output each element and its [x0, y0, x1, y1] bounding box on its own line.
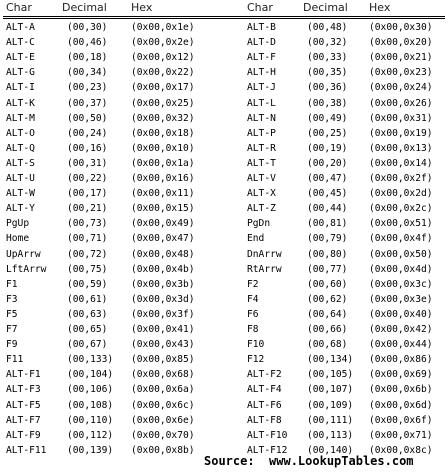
cell-char-left: ALT-I — [6, 82, 35, 94]
cell-hex-right: (0x00,0x2c) — [369, 203, 433, 215]
cell-char-left: UpArrw — [6, 248, 41, 260]
cell-char-right: ALT-F10 — [247, 429, 288, 441]
cell-decimal-right: (00,109) — [307, 399, 354, 411]
cell-hex-left: (0x00,0x12) — [131, 52, 195, 64]
cell-hex-left: (0x00,0x48) — [131, 248, 195, 260]
cell-hex-right: (0x00,0x71) — [369, 429, 433, 441]
cell-hex-left: (0x00,0x85) — [131, 354, 195, 366]
cell-hex-left: (0x00,0x4b) — [131, 263, 195, 275]
cell-char-right: ALT-F — [247, 52, 276, 64]
cell-decimal-right: (00,48) — [307, 22, 348, 33]
cell-decimal-left: (00,72) — [67, 248, 108, 260]
cell-char-right: ALT-J — [247, 82, 276, 94]
cell-decimal-left: (00,112) — [67, 429, 114, 441]
cell-decimal-left: (00,31) — [67, 157, 108, 169]
cell-hex-right: (0x00,0x3c) — [369, 278, 433, 290]
cell-hex-right: (0x00,0x8c) — [369, 444, 433, 456]
cell-char-right: ALT-N — [247, 112, 276, 124]
cell-char-left: ALT-Y — [6, 203, 35, 215]
cell-hex-right: (0x00,0x19) — [369, 127, 433, 139]
cell-decimal-left: (00,63) — [67, 308, 108, 320]
cell-char-left: ALT-F5 — [6, 399, 41, 411]
cell-hex-left: (0x00,0x22) — [131, 67, 195, 79]
cell-hex-right: (0x00,0x20) — [369, 37, 433, 49]
cell-char-right: ALT-L — [247, 97, 276, 109]
cell-decimal-right: (00,79) — [307, 233, 348, 245]
cell-decimal-right: (00,64) — [307, 308, 348, 320]
cell-decimal-right: (00,113) — [307, 429, 354, 441]
cell-char-left: ALT-O — [6, 127, 35, 139]
cell-char-right: F8 — [247, 324, 259, 335]
header-decimal-right: Decimal — [303, 1, 348, 14]
cell-char-left: ALT-G — [6, 67, 35, 79]
source-credit: Source: www.LookupTables.com — [204, 454, 414, 468]
cell-decimal-right: (00,32) — [307, 37, 348, 49]
cell-decimal-left: (00,16) — [67, 142, 108, 154]
cell-hex-left: (0x00,0x3b) — [131, 278, 195, 290]
cell-hex-left: (0x00,0x49) — [131, 218, 195, 230]
cell-char-left: ALT-M — [6, 112, 35, 124]
cell-char-left: F3 — [6, 293, 18, 305]
cell-decimal-left: (00,50) — [67, 112, 108, 124]
cell-hex-right: (0x00,0x51) — [369, 218, 433, 230]
cell-hex-right: (0x00,0x69) — [369, 369, 433, 381]
cell-hex-left: (0x00,0x1a) — [131, 157, 195, 169]
cell-decimal-right: (00,47) — [307, 173, 348, 184]
cell-decimal-left: (00,24) — [67, 127, 108, 139]
cell-char-left: ALT-S — [6, 157, 35, 169]
cell-decimal-right: (00,68) — [307, 339, 348, 351]
cell-char-left: ALT-F1 — [6, 369, 41, 381]
cell-char-right: ALT-F12 — [247, 444, 288, 456]
cell-char-right: ALT-D — [247, 37, 276, 49]
cell-decimal-right: (00,134) — [307, 354, 354, 366]
cell-decimal-left: (00,104) — [67, 369, 114, 381]
cell-hex-left: (0x00,0x15) — [131, 203, 195, 215]
cell-decimal-right: (00,62) — [307, 293, 348, 305]
cell-hex-right: (0x00,0x31) — [369, 112, 433, 124]
cell-decimal-right: (00,111) — [307, 414, 354, 426]
cell-char-left: Home — [6, 233, 30, 245]
cell-decimal-right: (00,35) — [307, 67, 348, 79]
cell-decimal-left: (00,59) — [67, 278, 108, 290]
cell-hex-left: (0x00,0x17) — [131, 82, 195, 94]
cell-char-left: ALT-F3 — [6, 384, 41, 396]
cell-decimal-right: (00,105) — [307, 369, 354, 381]
cell-hex-right: (0x00,0x2d) — [369, 188, 433, 200]
cell-char-right: ALT-F2 — [247, 369, 282, 381]
cell-decimal-right: (00,19) — [307, 142, 348, 154]
cell-decimal-left: (00,133) — [67, 354, 114, 366]
cell-char-right: F2 — [247, 278, 259, 290]
cell-hex-left: (0x00,0x2e) — [131, 37, 195, 49]
cell-char-left: F5 — [6, 308, 18, 320]
cell-char-left: F7 — [6, 324, 18, 335]
cell-char-right: ALT-F8 — [247, 414, 282, 426]
cell-decimal-left: (00,17) — [67, 188, 108, 200]
header-char-right: Char — [247, 1, 273, 14]
cell-decimal-right: (00,38) — [307, 97, 348, 109]
cell-hex-right: (0x00,0x42) — [369, 324, 433, 335]
cell-char-left: ALT-C — [6, 37, 35, 49]
cell-hex-right: (0x00,0x86) — [369, 354, 433, 366]
cell-hex-left: (0x00,0x68) — [131, 369, 195, 381]
cell-decimal-right: (00,33) — [307, 52, 348, 64]
cell-decimal-right: (00,140) — [307, 444, 354, 456]
cell-char-right: ALT-V — [247, 173, 276, 184]
cell-hex-right: (0x00,0x26) — [369, 97, 433, 109]
cell-char-left: ALT-F7 — [6, 414, 41, 426]
cell-decimal-left: (00,110) — [67, 414, 114, 426]
cell-decimal-right: (00,77) — [307, 263, 348, 275]
cell-decimal-left: (00,21) — [67, 203, 108, 215]
header-decimal-left: Decimal — [62, 1, 107, 14]
cell-decimal-left: (00,34) — [67, 67, 108, 79]
cell-char-right: ALT-X — [247, 188, 276, 200]
cell-char-right: F6 — [247, 308, 259, 320]
cell-char-right: ALT-P — [247, 127, 276, 139]
cell-hex-right: (0x00,0x40) — [369, 308, 433, 320]
cell-hex-right: (0x00,0x2f) — [369, 173, 433, 184]
cell-hex-right: (0x00,0x24) — [369, 82, 433, 94]
cell-hex-left: (0x00,0x25) — [131, 97, 195, 109]
cell-char-left: LftArrw — [6, 263, 47, 275]
cell-char-left: PgUp — [6, 218, 30, 230]
cell-char-left: ALT-W — [6, 188, 35, 200]
cell-hex-left: (0x00,0x6a) — [131, 384, 195, 396]
cell-hex-left: (0x00,0x3d) — [131, 293, 195, 305]
cell-char-left: F1 — [6, 278, 18, 290]
cell-char-right: End — [247, 233, 265, 245]
cell-hex-left: (0x00,0x8b) — [131, 444, 195, 456]
cell-char-left: ALT-K — [6, 97, 35, 109]
cell-char-right: ALT-H — [247, 67, 276, 79]
table-header — [0, 1, 448, 15]
cell-char-left: ALT-F11 — [6, 444, 47, 456]
cell-hex-right: (0x00,0x3e) — [369, 293, 433, 305]
cell-decimal-right: (00,44) — [307, 203, 348, 215]
cell-hex-right: (0x00,0x50) — [369, 248, 433, 260]
cell-char-left: ALT-F9 — [6, 429, 41, 441]
cell-char-left: ALT-U — [6, 173, 35, 184]
cell-hex-left: (0x00,0x47) — [131, 233, 195, 245]
cell-hex-right: (0x00,0x44) — [369, 339, 433, 351]
cell-hex-left: (0x00,0x16) — [131, 173, 195, 184]
cell-decimal-left: (00,67) — [67, 339, 108, 351]
cell-decimal-left: (00,61) — [67, 293, 108, 305]
header-hex-left: Hex — [131, 1, 153, 14]
cell-decimal-left: (00,71) — [67, 233, 108, 245]
cell-decimal-right: (00,107) — [307, 384, 354, 396]
header-rule-top — [3, 16, 445, 17]
cell-decimal-left: (00,22) — [67, 173, 108, 184]
cell-hex-right: (0x00,0x14) — [369, 157, 433, 169]
cell-decimal-left: (00,23) — [67, 82, 108, 94]
cell-decimal-right: (00,45) — [307, 188, 348, 200]
cell-decimal-left: (00,106) — [67, 384, 114, 396]
cell-decimal-right: (00,60) — [307, 278, 348, 290]
cell-hex-right: (0x00,0x30) — [369, 22, 433, 33]
cell-decimal-left: (00,139) — [67, 444, 114, 456]
cell-decimal-left: (00,46) — [67, 37, 108, 49]
cell-char-right: ALT-F6 — [247, 399, 282, 411]
cell-hex-left: (0x00,0x18) — [131, 127, 195, 139]
cell-char-right: RtArrw — [247, 263, 282, 275]
cell-char-right: ALT-R — [247, 142, 276, 154]
cell-hex-right: (0x00,0x6b) — [369, 384, 433, 396]
cell-hex-left: (0x00,0x1e) — [131, 22, 195, 33]
cell-decimal-right: (00,36) — [307, 82, 348, 94]
cell-char-right: F10 — [247, 339, 265, 351]
cell-char-right: ALT-T — [247, 157, 276, 169]
cell-decimal-right: (00,66) — [307, 324, 348, 335]
header-hex-right: Hex — [369, 1, 391, 14]
cell-hex-right: (0x00,0x6f) — [369, 414, 433, 426]
cell-decimal-left: (00,108) — [67, 399, 114, 411]
cell-hex-left: (0x00,0x6c) — [131, 399, 195, 411]
cell-hex-left: (0x00,0x43) — [131, 339, 195, 351]
cell-char-right: F12 — [247, 354, 265, 366]
header-char-left: Char — [6, 1, 32, 14]
cell-decimal-left: (00,30) — [67, 22, 108, 33]
cell-char-right: DnArrw — [247, 248, 282, 260]
cell-decimal-right: (00,25) — [307, 127, 348, 139]
cell-hex-left: (0x00,0x10) — [131, 142, 195, 154]
cell-hex-left: (0x00,0x32) — [131, 112, 195, 124]
cell-decimal-right: (00,81) — [307, 218, 348, 230]
cell-decimal-right: (00,80) — [307, 248, 348, 260]
cell-hex-left: (0x00,0x70) — [131, 429, 195, 441]
cell-decimal-left: (00,73) — [67, 218, 108, 230]
cell-hex-right: (0x00,0x13) — [369, 142, 433, 154]
cell-char-left: ALT-Q — [6, 142, 35, 154]
cell-char-right: PgDn — [247, 218, 271, 230]
cell-char-right: ALT-F4 — [247, 384, 282, 396]
cell-hex-left: (0x00,0x3f) — [131, 308, 195, 320]
cell-hex-right: (0x00,0x4f) — [369, 233, 433, 245]
cell-char-left: F11 — [6, 354, 24, 366]
cell-decimal-left: (00,18) — [67, 52, 108, 64]
cell-decimal-right: (00,20) — [307, 157, 348, 169]
cell-char-left: ALT-A — [6, 22, 35, 33]
cell-decimal-left: (00,37) — [67, 97, 108, 109]
cell-hex-right: (0x00,0x4d) — [369, 263, 433, 275]
cell-char-right: ALT-B — [247, 22, 276, 33]
cell-char-right: ALT-Z — [247, 203, 276, 215]
cell-decimal-left: (00,65) — [67, 324, 108, 335]
cell-char-left: ALT-E — [6, 52, 35, 64]
cell-hex-right: (0x00,0x21) — [369, 52, 433, 64]
cell-char-left: F9 — [6, 339, 18, 351]
cell-char-right: F4 — [247, 293, 259, 305]
cell-hex-left: (0x00,0x41) — [131, 324, 195, 335]
cell-decimal-right: (00,49) — [307, 112, 348, 124]
cell-hex-right: (0x00,0x6d) — [369, 399, 433, 411]
cell-hex-left: (0x00,0x11) — [131, 188, 195, 200]
cell-decimal-left: (00,75) — [67, 263, 108, 275]
cell-hex-right: (0x00,0x23) — [369, 67, 433, 79]
cell-hex-left: (0x00,0x6e) — [131, 414, 195, 426]
